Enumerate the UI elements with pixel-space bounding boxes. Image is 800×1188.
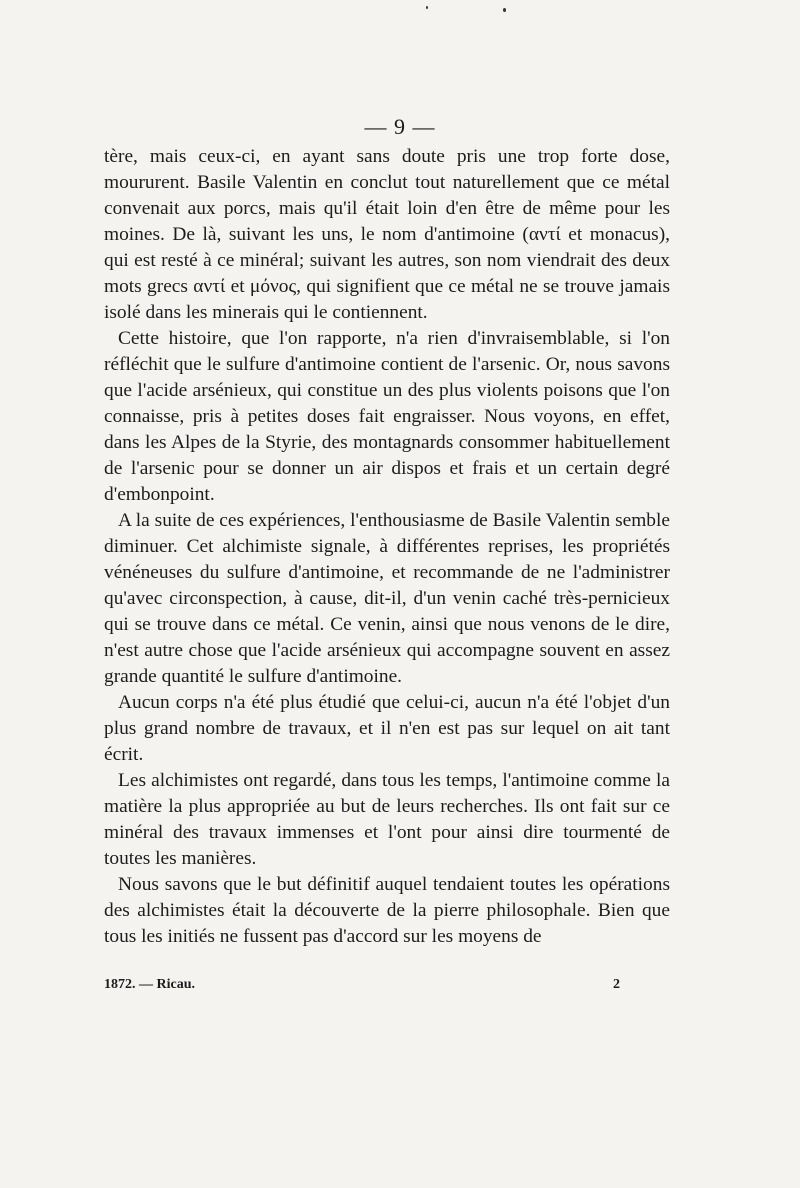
paragraph-1: tère, mais ceux-ci, en ayant sans doute pris une trop forte dose, moururent. Basile Valentin en conclut tout naturellement que ce métal convenait aux porcs, mais qu'il était loin d'en être de même pour les moines. De là, suivant les uns, le nom d'antimoine (αντί et monacus), qui est resté à ce minéral; suivant les autres, son nom viendrait des deux mots grecs αντί et μόνος, qui signifient que ce métal ne se trouve jamais isolé dans les minerais qui le contiennent.: [104, 146, 670, 323]
signature-mark: 1872. — Ricau.: [104, 977, 195, 992]
paragraph-3: A la suite de ces expériences, l'enthousiasme de Basile Valentin semble diminuer. Cet alchimiste signale, à différentes reprises, les propriétés vénéneuses du sulfure d'antimoine, et recommande de ne l'administrer qu'avec circonspection, à cause, dit-il, d'un venin caché très-pernicieux qui se trouve dans ce métal. Ce venin, ainsi que nous venons de le dire, n'est autre chose que l'acide arsénieux qui accompagne souvent en assez grande quantité le sulfure d'antimoine.: [104, 510, 670, 687]
page-footer: [104, 977, 620, 993]
body-text: [104, 144, 670, 950]
ink-speck: [503, 8, 506, 12]
paragraph-5: Les alchimistes ont regardé, dans tous les temps, l'antimoine comme la matière la plus appropriée au but de leurs recherches. Ils ont fait sur ce minéral des travaux immenses et l'ont pour ainsi dire tourmenté de toutes les manières.: [104, 770, 670, 869]
paragraph-6: Nous savons que le but définitif auquel tendaient toutes les opérations des alchimistes était la découverte de la pierre philosophale. Bien que tous les initiés ne fussent pas d'accord sur les moyens de: [104, 874, 670, 947]
page-number: — 9 —: [364, 114, 436, 139]
paragraph-2: Cette histoire, que l'on rapporte, n'a rien d'invraisemblable, si l'on réfléchit que le sulfure d'antimoine contient de l'arsenic. Or, nous savons que l'acide arsénieux, qui constitue un des plus violents poisons que l'on connaisse, pris à petites doses fait engraisser. Nous voyons, en effet, dans les Alpes de la Styrie, des montagnards consommer habituellement de l'arsenic pour se donner un air dispos et frais et un certain degré d'embonpoint.: [104, 328, 670, 505]
signature-number: 2: [613, 977, 620, 992]
ink-speck: [426, 6, 428, 9]
paragraph-4: Aucun corps n'a été plus étudié que celui-ci, aucun n'a été l'objet d'un plus grand nombre de travaux, et il n'en est pas sur lequel on ait tant écrit.: [104, 692, 670, 765]
